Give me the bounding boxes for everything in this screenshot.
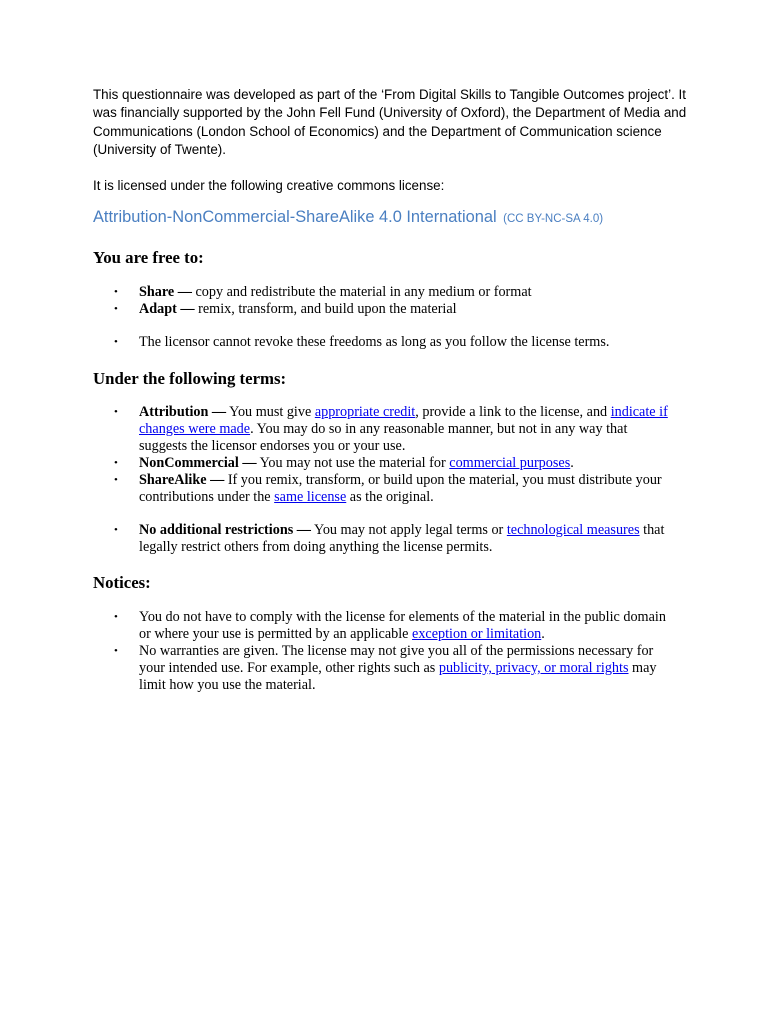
bullet: • xyxy=(114,406,118,418)
technological-measures-link[interactable]: technological measures xyxy=(506,522,640,538)
same-license-link[interactable]: same license xyxy=(274,489,347,505)
attribution-text: . You may do so in any reasonable manner, but not in any way that suggests the licensor endorses you or your use. xyxy=(139,421,628,454)
bullet: • xyxy=(114,457,118,469)
list-item-attribution xyxy=(93,404,673,455)
bullet: • xyxy=(114,303,118,315)
list-item-noncommercial xyxy=(93,455,673,472)
license-title xyxy=(93,208,603,227)
bullet: • xyxy=(114,474,118,486)
noncommercial-text: You may not use the material for xyxy=(259,455,446,471)
license-code: (CC BY-NC-SA 4.0) xyxy=(503,213,604,225)
share-text: copy and redistribute the material in any medium or format xyxy=(195,284,532,300)
list-item-revoke xyxy=(93,334,673,351)
list-item-sharealike xyxy=(93,472,673,506)
bullet: • xyxy=(114,611,118,623)
list-item-public-domain xyxy=(93,609,673,643)
restrictions-term: No additional restrictions — xyxy=(139,522,311,538)
noncommercial-text: . xyxy=(570,455,574,471)
intro-section xyxy=(93,86,693,195)
sharealike-text: If you remix, transform, or build upon the material, you must distribute your contributions under the xyxy=(139,472,662,505)
terms-list xyxy=(93,404,673,556)
sharealike-term: ShareAlike — xyxy=(139,472,225,488)
restrictions-text: that legally restrict others from doing anything the license permits. xyxy=(139,522,665,555)
attribution-term: Attribution — xyxy=(139,404,227,420)
adapt-term: Adapt — xyxy=(139,301,195,317)
appropriate-credit-link[interactable]: appropriate credit xyxy=(314,404,416,420)
adapt-text: remix, transform, and build upon the material xyxy=(198,301,457,317)
bullet: • xyxy=(114,645,118,657)
noncommercial-term: NonCommercial — xyxy=(139,455,257,471)
sharealike-text: as the original. xyxy=(349,489,434,505)
revoke-text: The licensor cannot revoke these freedoms as long as you follow the license terms. xyxy=(139,334,610,350)
licensed-statement: It is licensed under the following creative commons license: xyxy=(93,178,445,194)
bullet: • xyxy=(114,524,118,536)
terms-heading: Under the following terms: xyxy=(93,369,287,388)
publicity-privacy-link[interactable]: publicity, privacy, or moral rights xyxy=(438,660,629,676)
notices-list xyxy=(93,609,673,694)
list-item-restrictions xyxy=(93,522,673,556)
exception-limitation-link[interactable]: exception or limitation xyxy=(412,626,542,642)
list-item-share xyxy=(93,284,673,301)
attribution-text: You must give xyxy=(229,404,312,420)
intro-paragraph: This questionnaire was developed as part of the ‘From Digital Skills to Tangible Outcomes project’. It was financially supported by the John Fell Fund (University of Oxford), the Department of Media and Communications (London School of Economics) and the Department of Communication science (University of Twente). xyxy=(93,87,687,157)
bullet: • xyxy=(114,336,118,348)
commercial-purposes-link[interactable]: commercial purposes xyxy=(449,455,571,471)
license-name: Attribution-NonCommercial-ShareAlike 4.0 International xyxy=(93,208,497,226)
notices-heading: Notices: xyxy=(93,573,151,592)
notice-text: . xyxy=(541,626,545,642)
free-heading: You are free to: xyxy=(93,248,204,267)
list-item-adapt xyxy=(93,301,673,318)
notice-text: You do not have to comply with the license for elements of the material in the public domain or where your use is permitted by an applicable xyxy=(139,609,666,642)
bullet: • xyxy=(114,286,118,298)
restrictions-text: You may not apply legal terms or xyxy=(314,522,504,538)
indicate-changes-link[interactable]: indicate if changes were made xyxy=(139,404,668,437)
notice-text: No warranties are given. The license may not give you all of the permissions necessary for your intended use. For example, other rights such as xyxy=(139,643,654,676)
list-item-warranties xyxy=(93,643,673,694)
notice-text: may limit how you use the material. xyxy=(139,660,657,693)
freedoms-list xyxy=(93,284,673,351)
share-term: Share — xyxy=(139,284,192,300)
attribution-text: , provide a link to the license, and xyxy=(415,404,608,420)
